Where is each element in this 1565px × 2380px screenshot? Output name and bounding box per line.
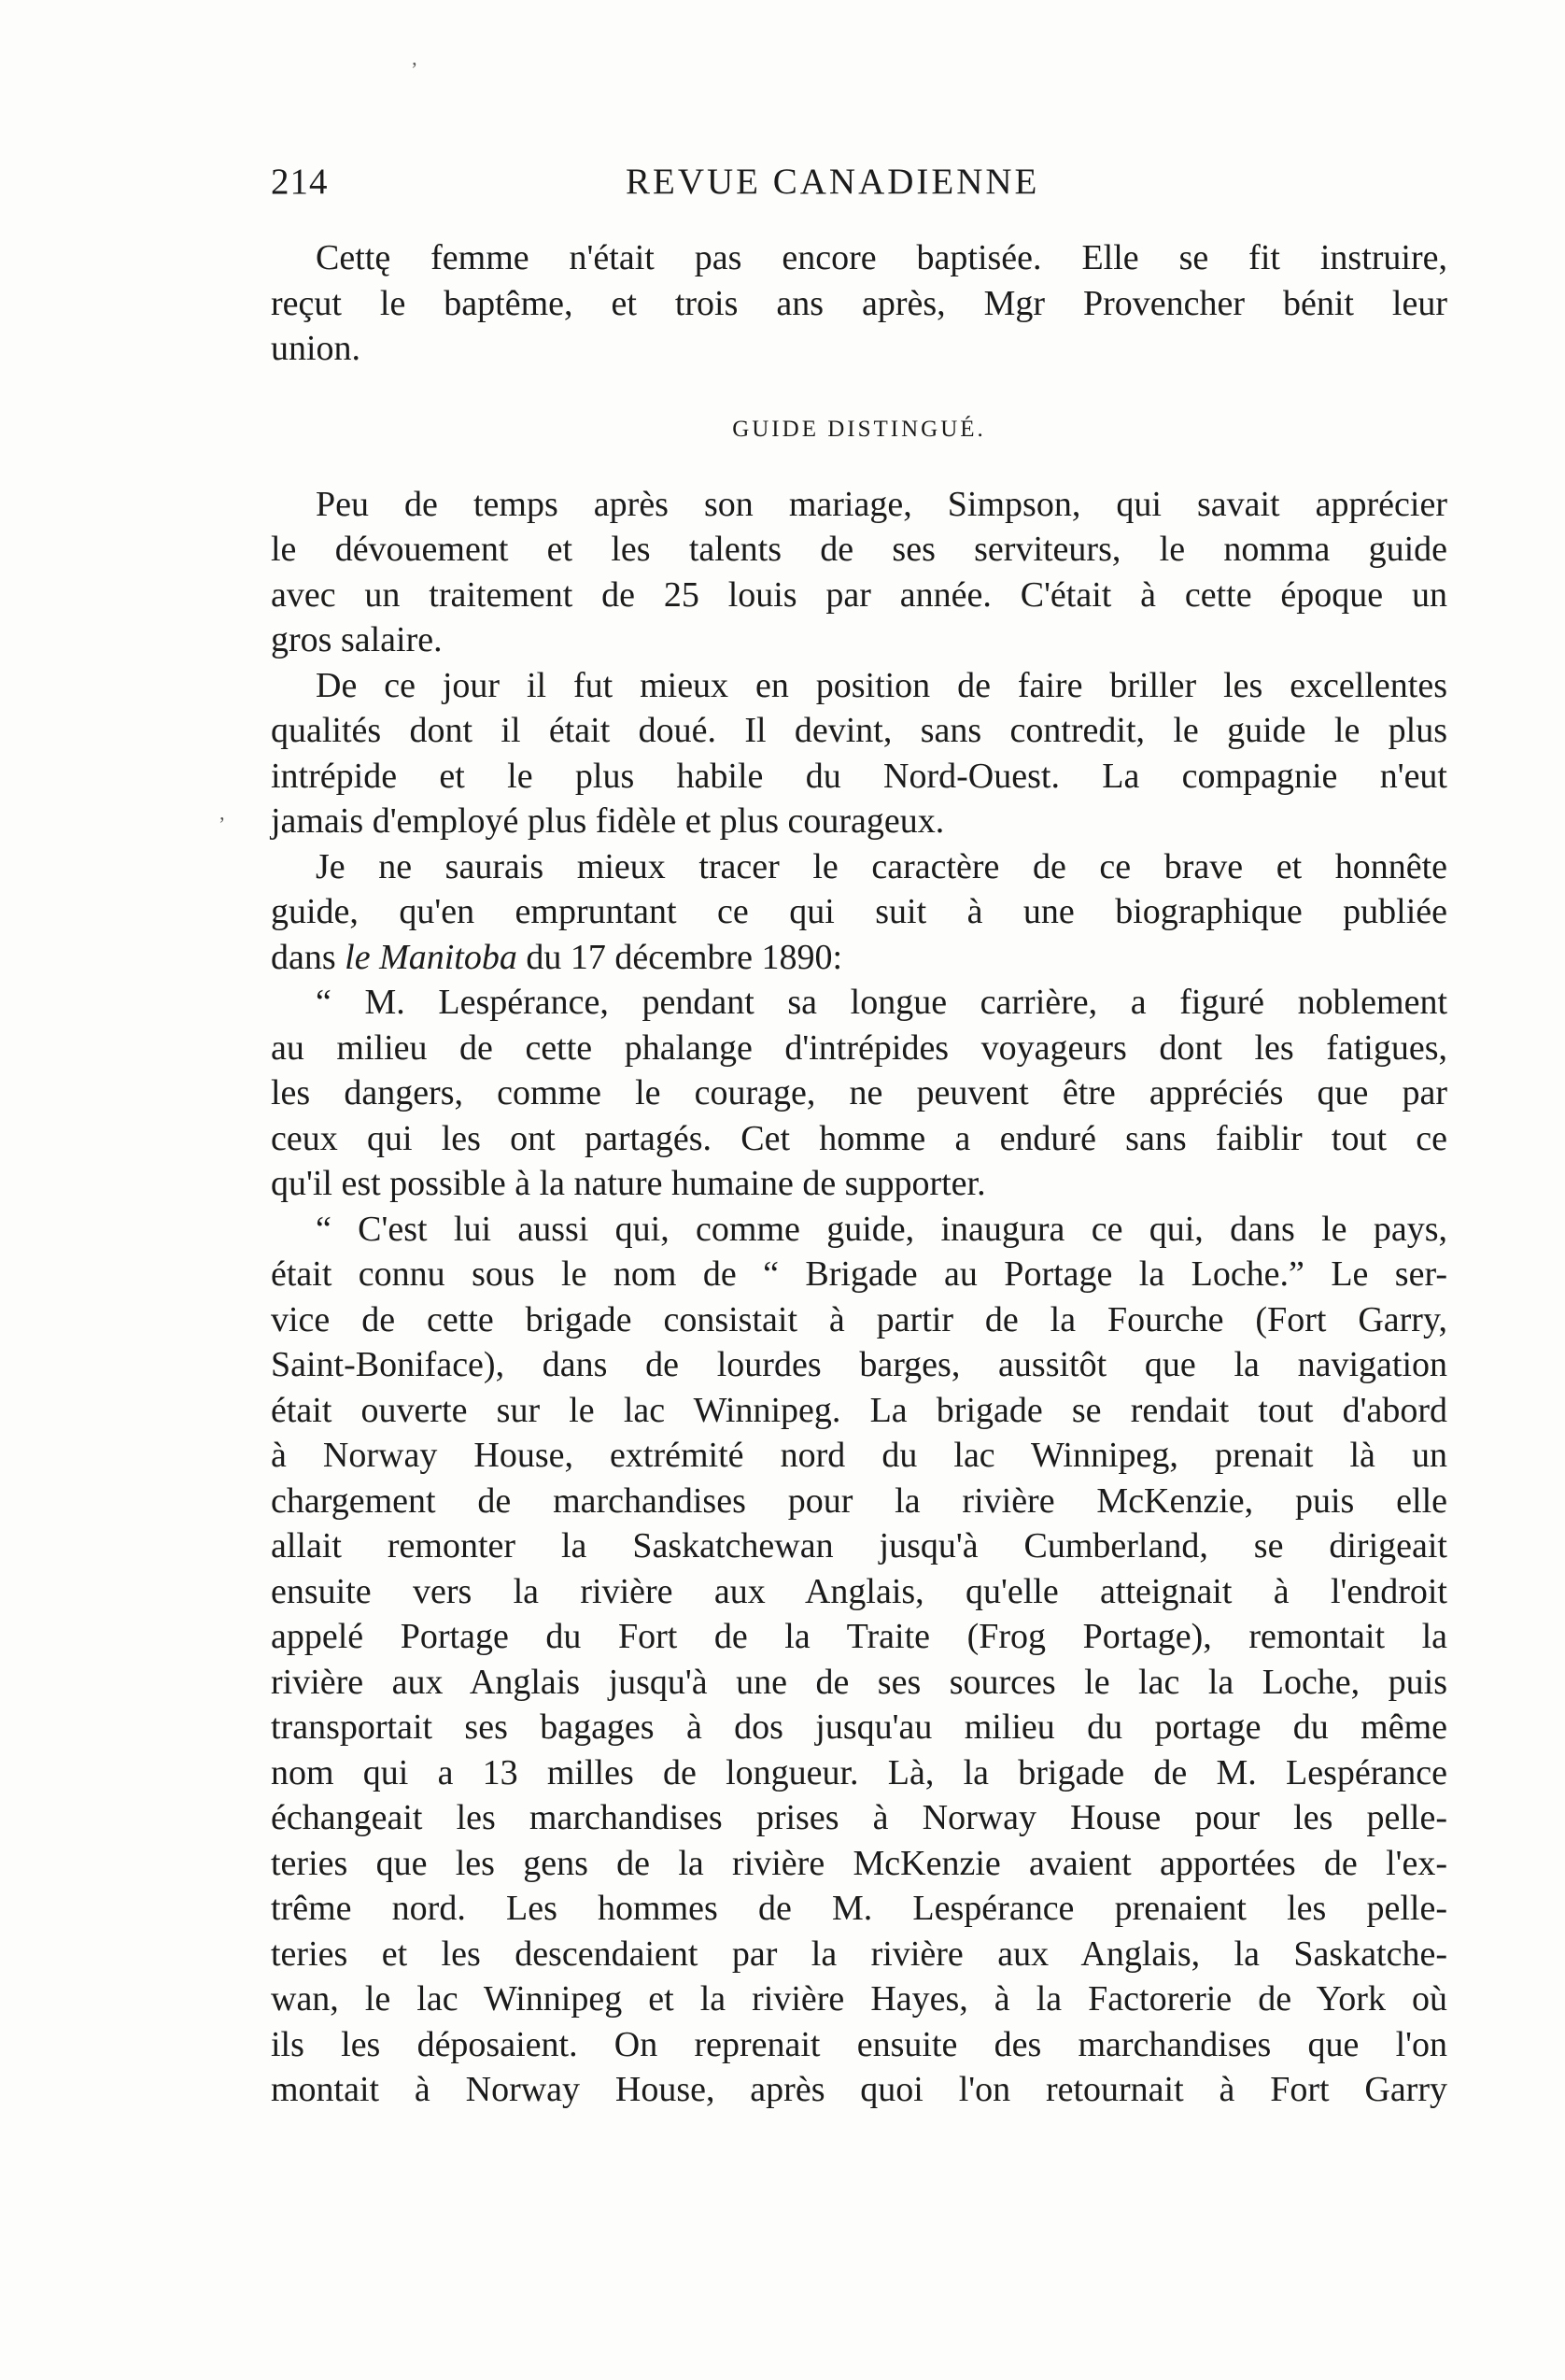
margin-speck: ʼ — [219, 813, 226, 836]
text-line: guide, qu'en empruntant ce qui suit à une biographique publiée — [271, 892, 1447, 931]
paragraph-5 — [271, 1207, 1447, 2113]
text-line: Saint-Boniface), dans de lourdes barges, aussitôt que la navigation — [271, 1345, 1447, 1384]
paragraph-2 — [271, 663, 1447, 844]
text-line: teries que les gens de la rivière McKenzie avaient apportées de l'ex- — [271, 1843, 1447, 1883]
text-line: rivière aux Anglais jusqu'à une de ses sources le lac la Loche, puis — [271, 1662, 1447, 1702]
text-line: ils les déposaient. On reprenait ensuite des marchandises que l'on — [271, 2024, 1447, 2064]
text-line: chargement de marchandises pour la rivière McKenzie, puis elle — [271, 1480, 1447, 1521]
text-line: le dévouement et les talents de ses serviteurs, le nomma guide — [271, 530, 1447, 569]
page-header — [271, 161, 1447, 217]
text-line: Cettę femme n'était pas encore baptisée. Elle se fit instruire, — [316, 238, 1447, 277]
text-line: ensuite vers la rivière aux Anglais, qu'elle atteignait à l'endroit — [271, 1571, 1447, 1611]
text-line: teries et les descendaient par la rivière aux Anglais, la Saskatche- — [271, 1934, 1447, 1974]
text-line: jamais d'employé plus fidèle et plus courageux. — [271, 801, 945, 841]
paragraph-4 — [271, 980, 1447, 1207]
text-fragment: dans — [271, 937, 345, 977]
text-line: montait à Norway House, après quoi l'on retournait à Fort Garry — [271, 2070, 1447, 2109]
text-line: allait remonter la Saskatchewan jusqu'à Cumberland, se dirigeait — [271, 1526, 1447, 1565]
text-line: nom qui a 13 milles de longueur. Là, la brigade de M. Lespérance — [271, 1752, 1447, 1792]
text-line: intrépide et le plus habile du Nord-Ouest. La compagnie n'eut — [271, 756, 1447, 796]
text-line: “ M. Lespérance, pendant sa longue carrière, a figuré noblement — [316, 983, 1447, 1022]
text-line: “ C'est lui aussi qui, comme guide, inaugura ce qui, dans le pays, — [316, 1209, 1447, 1249]
page-body — [271, 235, 1447, 2113]
text-line: les dangers, comme le courage, ne peuvent être appréciés que par — [271, 1073, 1447, 1112]
text-line: était ouverte sur le lac Winnipeg. La brigade se rendait tout d'abord — [271, 1390, 1447, 1430]
text-line: gros salaire. — [271, 620, 443, 659]
text-line: ceux qui les ont partagés. Cet homme a enduré sans faiblir tout ce — [271, 1118, 1447, 1158]
text-line: trême nord. Les hommes de M. Lespérance prenaient les pelle- — [271, 1889, 1447, 1928]
text-line: reçut le baptême, et trois ans après, Mgr Provencher bénit leur — [271, 283, 1447, 323]
text-line: union. — [271, 329, 361, 368]
running-head: REVUE CANADIENNE — [626, 162, 1040, 202]
text-line: échangeait les marchandises prises à Norway House pour les pelle- — [271, 1798, 1447, 1837]
paragraph-1 — [271, 482, 1447, 663]
text-line: avec un traitement de 25 louis par année. C'était à cette époque un — [271, 574, 1447, 615]
section-heading: GUIDE DISTINGUÉ. — [732, 416, 986, 442]
paragraph-intro — [271, 235, 1447, 372]
text-line: au milieu de cette phalange d'intrépides voyageurs dont les fatigues, — [271, 1027, 1447, 1068]
text-line: qu'il est possible à la nature humaine de supporter. — [271, 1164, 986, 1203]
text-line: vice de cette brigade consistait à partir de la Fourche (Fort Garry, — [271, 1299, 1447, 1339]
text-line: Je ne saurais mieux tracer le caractère de ce brave et honnête — [316, 846, 1447, 886]
newspaper-title: le Manitoba — [345, 937, 517, 977]
text-line: appelé Portage du Fort de la Traite (Frog Portage), remontait la — [271, 1617, 1447, 1656]
margin-speck: ʼ — [411, 58, 418, 81]
text-line: wan, le lac Winnipeg et la rivière Hayes, à la Factorerie de York où — [271, 1979, 1447, 2019]
text-line: transportait ses bagages à dos jusqu'au milieu du portage du même — [271, 1707, 1447, 1747]
text-line: à Norway House, extrémité nord du lac Winnipeg, prenait là un — [271, 1436, 1447, 1475]
text-line: était connu sous le nom de “ Brigade au Portage la Loche.” Le ser- — [271, 1254, 1447, 1294]
paragraph-3 — [271, 844, 1447, 981]
text-line: Peu de temps après son mariage, Simpson, qui savait apprécier — [316, 484, 1447, 524]
text-line — [271, 935, 1447, 981]
text-line: qualités dont il était doué. Il devint, sans contredit, le guide le plus — [271, 711, 1447, 750]
page-number: 214 — [271, 162, 329, 202]
text-fragment: du 17 décembre 1890: — [516, 937, 843, 977]
text-line: De ce jour il fut mieux en position de faire briller les excellentes — [316, 665, 1447, 705]
